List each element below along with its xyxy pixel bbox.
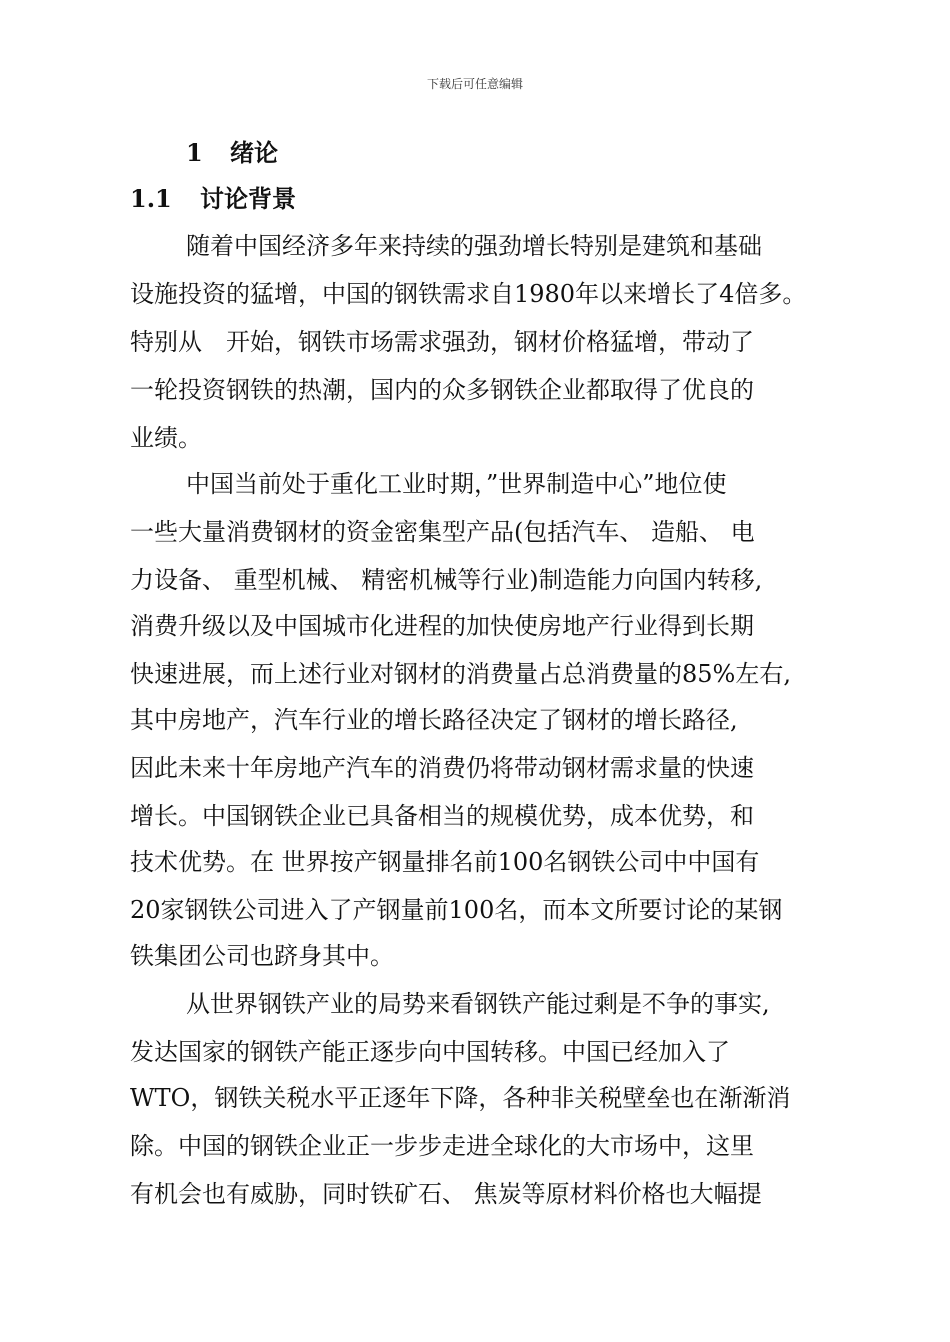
section-number: 1.1	[130, 184, 172, 213]
paragraph-line: 技术优势。在 世界按产钢量排名前100名钢铁公司中中国有	[130, 848, 760, 876]
paragraph-line: 设施投资的猛增，中国的钢铁需求自1980年以来增长了4倍多。	[130, 280, 807, 308]
paragraph-line: 力设备、 重型机械、 精密机械等行业)制造能力向国内转移,	[130, 566, 763, 594]
paragraph-line: 一轮投资钢铁的热潮，国内的众多钢铁企业都取得了优良的	[130, 376, 754, 404]
paragraph-line: 快速进展，而上述行业对钢材的消费量占总消费量的85%左右,	[130, 660, 791, 688]
paragraph-line: 从世界钢铁产业的局势来看钢铁产能过剩是不争的事实,	[186, 990, 770, 1018]
paragraph-line: 其中房地产，汽车行业的增长路径决定了钢材的增长路径,	[130, 706, 738, 734]
paragraph-line: 铁集团公司也跻身其中。	[130, 942, 394, 970]
paragraph-line: 一些大量消费钢材的资金密集型产品(包括汽车、 造船、 电	[130, 518, 755, 546]
chapter-number: 1	[186, 138, 203, 167]
paragraph-line: 特别从 开始，钢铁市场需求强劲，钢材价格猛增，带动了	[130, 328, 754, 356]
section-heading	[130, 182, 296, 216]
chapter-title: 绪论	[230, 138, 278, 167]
paragraph-line: 发达国家的钢铁产能正逐步向中国转移。中国已经加入了	[130, 1038, 730, 1066]
page-header: 下载后可任意编辑	[426, 77, 523, 91]
paragraph-line: 因此未来十年房地产汽车的消费仍将带动钢材需求量的快速	[130, 754, 754, 782]
paragraph-line: WTO，钢铁关税水平正逐年下降，各种非关税壁垒也在渐渐消	[130, 1084, 791, 1112]
paragraph-line: 随着中国经济多年来持续的强劲增长特别是建筑和基础	[186, 232, 762, 260]
paragraph-line: 中国当前处于重化工业时期，”世界制造中心”地位使	[186, 470, 727, 498]
paragraph-line: 20家钢铁公司进入了产钢量前100名，而本文所要讨论的某钢	[130, 896, 783, 924]
chapter-heading	[186, 136, 278, 170]
section-title: 讨论背景	[200, 184, 296, 213]
paragraph-line: 增长。中国钢铁企业已具备相当的规模优势，成本优势，和	[130, 802, 754, 830]
paragraph-line: 除。中国的钢铁企业正一步步走进全球化的大市场中，这里	[130, 1132, 754, 1160]
paragraph-line: 消费升级以及中国城市化进程的加快使房地产行业得到长期	[130, 612, 754, 640]
paragraph-line: 业绩。	[130, 424, 202, 452]
paragraph-line: 有机会也有威胁，同时铁矿石、 焦炭等原材料价格也大幅提	[130, 1180, 762, 1208]
